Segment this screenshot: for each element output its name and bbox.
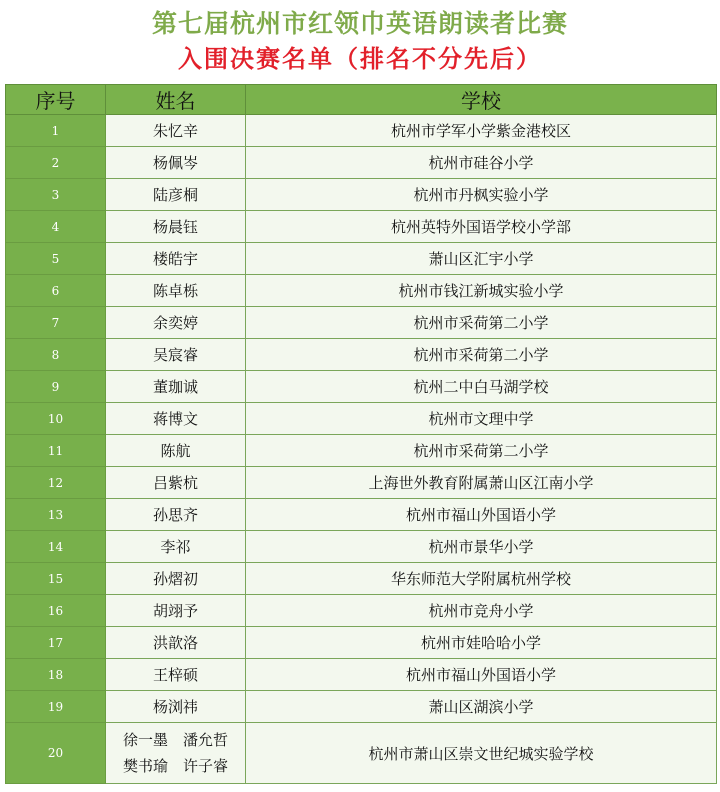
student-name: 胡翊予	[106, 595, 246, 627]
student-name: 朱忆辛	[106, 115, 246, 147]
table-row	[6, 531, 717, 563]
table-row	[6, 691, 717, 723]
school-name: 杭州市福山外国语小学	[246, 659, 717, 691]
school-name: 上海世外教育附属萧山区江南小学	[246, 467, 717, 499]
document-header	[0, 0, 720, 84]
table-row	[6, 115, 717, 147]
table-header-row	[6, 85, 717, 115]
student-name: 陆彦桐	[106, 179, 246, 211]
table-row	[6, 403, 717, 435]
header-name: 姓名	[106, 85, 246, 115]
row-number: 11	[6, 435, 106, 467]
student-name: 陈航	[106, 435, 246, 467]
row-number: 12	[6, 467, 106, 499]
school-name: 杭州市萧山区崇文世纪城实验学校	[246, 723, 717, 784]
student-name: 蒋博文	[106, 403, 246, 435]
row-number: 19	[6, 691, 106, 723]
row-number: 10	[6, 403, 106, 435]
header-school: 学校	[246, 85, 717, 115]
table-row	[6, 499, 717, 531]
student-name: 杨佩岑	[106, 147, 246, 179]
student-name: 杨浏祎	[106, 691, 246, 723]
row-number: 3	[6, 179, 106, 211]
row-number: 13	[6, 499, 106, 531]
row-number: 9	[6, 371, 106, 403]
school-name: 萧山区汇宇小学	[246, 243, 717, 275]
school-name: 杭州市钱江新城实验小学	[246, 275, 717, 307]
student-name: 王梓硕	[106, 659, 246, 691]
student-name-line: 徐一墨 潘允哲	[122, 731, 228, 749]
student-name: 董珈诚	[106, 371, 246, 403]
school-name: 杭州市采荷第二小学	[246, 435, 717, 467]
row-number: 17	[6, 627, 106, 659]
table-row	[6, 339, 717, 371]
school-name: 杭州市硅谷小学	[246, 147, 717, 179]
row-number: 20	[6, 723, 106, 784]
table-body	[6, 115, 717, 784]
row-number: 8	[6, 339, 106, 371]
row-number: 15	[6, 563, 106, 595]
student-name: 吕紫杭	[106, 467, 246, 499]
student-name: 孙思齐	[106, 499, 246, 531]
student-names-group	[106, 723, 246, 784]
row-number: 16	[6, 595, 106, 627]
row-number: 18	[6, 659, 106, 691]
table-row	[6, 467, 717, 499]
finalist-table	[5, 84, 717, 784]
student-name: 杨晨钰	[106, 211, 246, 243]
table-row	[6, 595, 717, 627]
school-name: 杭州市文理中学	[246, 403, 717, 435]
student-name: 楼皓宇	[106, 243, 246, 275]
table-row	[6, 147, 717, 179]
table-row	[6, 243, 717, 275]
school-name: 华东师范大学附属杭州学校	[246, 563, 717, 595]
row-number: 7	[6, 307, 106, 339]
school-name: 杭州市学军小学紫金港校区	[246, 115, 717, 147]
table-row	[6, 307, 717, 339]
school-name: 杭州市景华小学	[246, 531, 717, 563]
row-number: 5	[6, 243, 106, 275]
school-name: 萧山区湖滨小学	[246, 691, 717, 723]
school-name: 杭州英特外国语学校小学部	[246, 211, 717, 243]
table-row	[6, 179, 717, 211]
row-number: 4	[6, 211, 106, 243]
student-name-line: 樊书瑜 许子睿	[122, 757, 228, 775]
student-name: 洪歆洛	[106, 627, 246, 659]
school-name: 杭州市福山外国语小学	[246, 499, 717, 531]
school-name: 杭州市采荷第二小学	[246, 307, 717, 339]
table-row	[6, 275, 717, 307]
row-number: 6	[6, 275, 106, 307]
row-number: 14	[6, 531, 106, 563]
competition-title: 第七届杭州市红领巾英语朗读者比赛	[151, 9, 568, 38]
student-name: 余奕婷	[106, 307, 246, 339]
list-subtitle: 入围决赛名单（排名不分先后）	[178, 44, 542, 73]
school-name: 杭州市采荷第二小学	[246, 339, 717, 371]
school-name: 杭州市竞舟小学	[246, 595, 717, 627]
table-row	[6, 723, 717, 784]
school-name: 杭州市娃哈哈小学	[246, 627, 717, 659]
table-row	[6, 563, 717, 595]
school-name: 杭州市丹枫实验小学	[246, 179, 717, 211]
student-name: 吴宸睿	[106, 339, 246, 371]
student-name: 孙熠初	[106, 563, 246, 595]
student-name: 陈卓栎	[106, 275, 246, 307]
table-row	[6, 659, 717, 691]
row-number: 2	[6, 147, 106, 179]
school-name: 杭州二中白马湖学校	[246, 371, 717, 403]
table-row	[6, 627, 717, 659]
row-number: 1	[6, 115, 106, 147]
header-number: 序号	[6, 85, 106, 115]
table-row	[6, 371, 717, 403]
table-row	[6, 211, 717, 243]
student-name: 李祁	[106, 531, 246, 563]
table-row	[6, 435, 717, 467]
